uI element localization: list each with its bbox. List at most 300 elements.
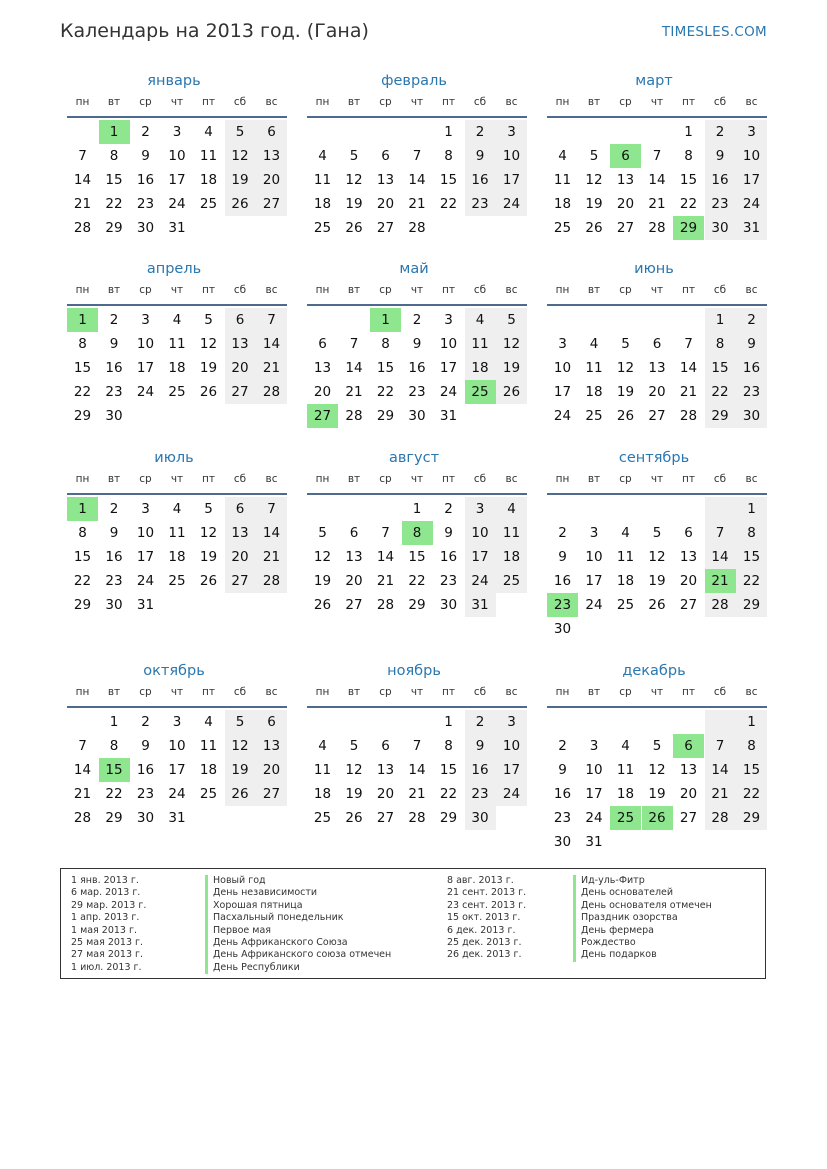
day-cell: 16	[136, 172, 155, 188]
day-cell: 26	[648, 597, 666, 613]
day-cell: 14	[73, 172, 92, 188]
day-cell: 22	[439, 196, 458, 212]
day-cell: 31	[136, 597, 155, 613]
day-cell: 6	[349, 525, 359, 541]
day-cell: 7	[684, 336, 693, 352]
week-row	[547, 545, 767, 569]
weekday-label: сб	[473, 473, 487, 485]
empty-day	[610, 120, 641, 144]
day-cell: 20	[679, 573, 698, 589]
day-cell: 30	[105, 408, 123, 424]
day-cell: 30	[408, 408, 426, 424]
empty-day	[307, 308, 338, 332]
weekday-label: ср	[619, 686, 632, 698]
day-cell: 11	[553, 172, 572, 188]
day-cell: 17	[585, 786, 603, 802]
week-row	[67, 192, 287, 216]
month-days	[67, 118, 287, 240]
weekday-label: ср	[619, 96, 632, 108]
day-cell: 18	[616, 786, 635, 802]
day-cell: 17	[553, 384, 572, 400]
day-cell: 2	[141, 714, 150, 730]
day-cell: 18	[313, 196, 332, 212]
day-cell: 13	[679, 549, 698, 565]
day-cell: 30	[136, 220, 155, 236]
day-cell: 20	[616, 196, 635, 212]
day-cell: 19	[225, 168, 256, 192]
day-cell: 15	[736, 758, 767, 782]
weekday-label: ср	[139, 284, 152, 296]
day-cell: 6	[256, 120, 287, 144]
week-row	[307, 308, 527, 332]
day-cell: 6	[225, 308, 256, 332]
day-cell: 3	[736, 120, 767, 144]
day-cell: 14	[408, 762, 426, 778]
empty-day	[736, 617, 767, 641]
day-cell: 25	[585, 408, 603, 424]
empty-day	[642, 830, 673, 854]
month-12	[540, 660, 768, 854]
day-cell: 24	[168, 196, 186, 212]
weekday-label: вт	[587, 96, 601, 108]
day-cell: 28	[376, 597, 395, 613]
empty-day	[642, 617, 673, 641]
day-cell: 1	[736, 710, 767, 734]
weekday-label: пн	[555, 96, 570, 108]
empty-day	[547, 120, 578, 144]
month-days	[547, 118, 767, 240]
day-cell: 22	[679, 196, 698, 212]
week-row	[307, 404, 527, 428]
week-row	[307, 521, 527, 545]
month-5	[300, 258, 528, 428]
day-cell: 8	[736, 521, 767, 545]
weekday-label: вс	[745, 284, 758, 296]
weekday-label: вт	[347, 96, 361, 108]
day-cell: 17	[136, 360, 155, 376]
weekday-header	[67, 469, 287, 495]
day-cell: 11	[199, 148, 218, 164]
empty-day	[402, 710, 433, 734]
weekday-label: ср	[379, 96, 392, 108]
day-cell: 25	[199, 196, 218, 212]
week-row	[547, 380, 767, 404]
day-cell: 1	[736, 497, 767, 521]
day-cell: 5	[225, 710, 256, 734]
day-cell: 18	[553, 196, 572, 212]
day-cell: 16	[553, 573, 572, 589]
day-cell: 1	[444, 714, 453, 730]
day-cell: 3	[465, 497, 496, 521]
weekday-label: сб	[473, 96, 487, 108]
weekday-label: пт	[442, 473, 455, 485]
day-cell: 31	[465, 593, 496, 617]
weekday-label: пт	[202, 284, 215, 296]
legend-date: 6 дек. 2013 г.	[447, 924, 516, 936]
day-cell: 21	[376, 573, 395, 589]
day-cell: 29	[73, 597, 92, 613]
day-cell: 29	[105, 810, 123, 826]
day-cell: 8	[684, 148, 693, 164]
legend-holiday-name: День независимости	[205, 887, 391, 899]
empty-day	[193, 593, 224, 617]
day-cell: 28	[256, 569, 287, 593]
day-cell: 11	[199, 738, 218, 754]
legend-holiday-name: День подарков	[573, 949, 712, 961]
day-cell: 14	[73, 762, 92, 778]
day-cell: 13	[679, 762, 698, 778]
month-name: декабрь	[622, 663, 686, 679]
day-cell: 13	[616, 172, 635, 188]
day-cell: 15	[376, 360, 395, 376]
month-8	[300, 447, 528, 641]
day-cell: 16	[408, 360, 426, 376]
day-cell: 23	[439, 573, 458, 589]
day-cell: 7	[412, 738, 422, 754]
site-link[interactable]: TIMESLES.COM	[661, 24, 767, 40]
weekday-label: пн	[315, 96, 330, 108]
day-cell: 23	[705, 192, 736, 216]
day-cell: 26	[313, 597, 332, 613]
legend-names-right	[573, 875, 712, 962]
day-cell: 26	[585, 220, 603, 236]
weekday-label: вт	[587, 473, 601, 485]
day-cell: 22	[705, 380, 736, 404]
legend-holiday-name: Ид-уль-Фитр	[573, 875, 712, 887]
week-row	[67, 593, 287, 617]
day-cell: 25	[168, 384, 186, 400]
day-cell: 12	[313, 549, 332, 565]
week-row	[547, 168, 767, 192]
legend-holiday-name: Пасхальный понедельник	[205, 912, 391, 924]
day-cell: 3	[444, 312, 453, 328]
weekday-label: сб	[233, 473, 247, 485]
day-cell: 22	[105, 196, 123, 212]
day-cell: 4	[589, 336, 599, 352]
day-cell: 4	[204, 714, 213, 730]
empty-day	[256, 404, 287, 428]
week-row	[67, 356, 287, 380]
day-cell: 25	[616, 597, 635, 613]
day-cell: 1	[705, 308, 736, 332]
weekday-label: ср	[379, 473, 392, 485]
week-row	[67, 545, 287, 569]
day-cell: 1	[444, 124, 453, 140]
weekday-label: вс	[505, 96, 518, 108]
day-cell: 23	[105, 384, 123, 400]
week-row	[547, 144, 767, 168]
day-cell: 3	[172, 714, 182, 730]
empty-day	[496, 404, 527, 428]
day-cell: 15	[73, 360, 92, 376]
week-row	[547, 569, 767, 593]
week-row	[547, 521, 767, 545]
day-cell: 20	[225, 356, 256, 380]
day-cell: 18	[168, 360, 186, 376]
day-cell: 9	[465, 734, 496, 758]
week-row	[547, 497, 767, 521]
day-cell: 8	[736, 734, 767, 758]
day-cell: 10	[168, 738, 186, 754]
weekday-label: чт	[410, 686, 424, 698]
empty-day	[705, 617, 736, 641]
day-cell: 9	[444, 525, 453, 541]
day-cell: 4	[204, 124, 213, 140]
day-cell: 21	[705, 569, 736, 593]
day-cell: 20	[256, 168, 287, 192]
legend-date: 1 мая 2013 г.	[71, 924, 137, 936]
day-cell: 12	[496, 332, 527, 356]
week-row	[307, 192, 527, 216]
empty-day	[705, 710, 736, 734]
day-cell: 5	[349, 738, 359, 754]
day-cell: 27	[679, 810, 698, 826]
day-cell: 4	[172, 501, 182, 517]
day-cell: 10	[465, 521, 496, 545]
day-cell: 28	[73, 810, 92, 826]
day-cell: 28	[256, 380, 287, 404]
day-cell: 8	[78, 336, 87, 352]
weekday-label: вс	[745, 96, 758, 108]
day-cell: 17	[465, 545, 496, 569]
day-cell: 16	[105, 549, 123, 565]
empty-day	[673, 830, 704, 854]
empty-day	[433, 216, 464, 240]
day-cell: 19	[585, 196, 603, 212]
legend-holiday-name: День Республики	[205, 962, 391, 974]
day-cell: 17	[136, 549, 155, 565]
day-cell: 15	[408, 549, 426, 565]
day-cell: 20	[648, 384, 666, 400]
day-cell: 20	[679, 786, 698, 802]
day-cell: 3	[496, 120, 527, 144]
day-cell: 2	[736, 308, 767, 332]
legend-holiday-name: Новый год	[205, 875, 391, 887]
day-cell: 16	[465, 758, 496, 782]
week-row	[67, 332, 287, 356]
day-cell: 14	[345, 360, 363, 376]
weekday-label: ср	[139, 473, 152, 485]
day-cell: 3	[589, 525, 599, 541]
day-cell: 4	[465, 308, 496, 332]
month-days	[547, 306, 767, 428]
day-cell: 10	[136, 336, 155, 352]
day-cell: 28	[408, 220, 426, 236]
day-cell: 21	[648, 196, 666, 212]
weekday-label: сб	[473, 284, 487, 296]
week-row	[547, 593, 767, 617]
day-cell: 12	[616, 360, 635, 376]
day-cell: 25	[199, 786, 218, 802]
week-row	[307, 782, 527, 806]
day-cell: 30	[439, 597, 458, 613]
day-cell: 22	[105, 786, 123, 802]
day-cell: 8	[444, 738, 453, 754]
day-cell: 12	[225, 144, 256, 168]
week-row	[67, 308, 287, 332]
day-cell: 16	[705, 168, 736, 192]
week-row	[307, 710, 527, 734]
week-row	[547, 192, 767, 216]
weekday-label: чт	[170, 284, 184, 296]
day-cell: 10	[585, 762, 603, 778]
weekday-label: пн	[75, 96, 90, 108]
day-cell: 13	[225, 521, 256, 545]
day-cell: 29	[73, 408, 92, 424]
day-cell: 12	[648, 549, 666, 565]
day-cell: 20	[345, 573, 363, 589]
weekday-label: вт	[107, 686, 121, 698]
day-cell: 25	[496, 569, 527, 593]
day-cell: 6	[610, 144, 641, 168]
empty-day	[642, 308, 673, 332]
month-name: июль	[154, 450, 194, 466]
day-cell: 22	[73, 384, 92, 400]
day-cell: 13	[376, 762, 395, 778]
day-cell: 9	[558, 549, 567, 565]
day-cell: 8	[381, 336, 390, 352]
weekday-label: ср	[619, 284, 632, 296]
day-cell: 24	[585, 810, 603, 826]
day-cell: 15	[105, 172, 123, 188]
day-cell: 18	[199, 762, 218, 778]
empty-day	[339, 710, 370, 734]
week-row	[67, 216, 287, 240]
day-cell: 2	[705, 120, 736, 144]
day-cell: 21	[345, 384, 363, 400]
day-cell: 19	[199, 360, 218, 376]
day-cell: 7	[78, 738, 87, 754]
weekday-label: вт	[107, 96, 121, 108]
week-row	[547, 830, 767, 854]
day-cell: 24	[496, 782, 527, 806]
day-cell: 17	[168, 762, 186, 778]
legend-holiday-name: Хорошая пятница	[205, 900, 391, 912]
month-name: сентябрь	[618, 450, 690, 466]
week-row	[67, 497, 287, 521]
day-cell: 3	[496, 710, 527, 734]
day-cell: 26	[496, 380, 527, 404]
day-cell: 26	[225, 192, 256, 216]
weekday-label: вт	[347, 473, 361, 485]
day-cell: 23	[553, 810, 572, 826]
weekday-label: пн	[555, 284, 570, 296]
day-cell: 17	[736, 168, 767, 192]
legend-date: 25 дек. 2013 г.	[447, 936, 522, 948]
empty-day	[130, 404, 161, 428]
day-cell: 27	[225, 569, 256, 593]
day-cell: 13	[256, 144, 287, 168]
day-cell: 19	[313, 573, 332, 589]
day-cell: 12	[199, 525, 218, 541]
day-cell: 1	[370, 308, 401, 332]
month-1	[60, 70, 288, 240]
legend-date: 26 дек. 2013 г.	[447, 949, 522, 961]
month-name: апрель	[146, 261, 202, 277]
day-cell: 7	[256, 308, 287, 332]
day-cell: 16	[736, 356, 767, 380]
week-row	[67, 168, 287, 192]
empty-day	[547, 308, 578, 332]
day-cell: 27	[307, 404, 338, 428]
day-cell: 12	[345, 762, 363, 778]
day-cell: 5	[589, 148, 599, 164]
day-cell: 4	[318, 738, 327, 754]
weekday-label: пн	[75, 686, 90, 698]
legend-date: 21 сент. 2013 г.	[447, 887, 527, 899]
day-cell: 6	[381, 148, 390, 164]
month-2	[300, 70, 528, 240]
day-cell: 7	[381, 525, 390, 541]
day-cell: 17	[168, 172, 186, 188]
legend-date: 15 окт. 2013 г.	[447, 912, 521, 924]
day-cell: 16	[439, 549, 458, 565]
day-cell: 7	[78, 148, 87, 164]
day-cell: 15	[439, 762, 458, 778]
empty-day	[642, 710, 673, 734]
day-cell: 24	[553, 408, 572, 424]
day-cell: 21	[73, 196, 92, 212]
day-cell: 4	[172, 312, 182, 328]
day-cell: 11	[168, 525, 186, 541]
week-row	[547, 710, 767, 734]
weekday-label: сб	[233, 96, 247, 108]
empty-day	[193, 806, 224, 830]
weekday-label: сб	[473, 686, 487, 698]
month-days	[67, 495, 287, 617]
week-row	[67, 120, 287, 144]
day-cell: 23	[408, 384, 426, 400]
empty-day	[673, 710, 704, 734]
day-cell: 24	[496, 192, 527, 216]
day-cell: 15	[736, 545, 767, 569]
day-cell: 2	[141, 124, 150, 140]
week-row	[307, 593, 527, 617]
month-name: август	[388, 450, 440, 466]
week-row	[307, 758, 527, 782]
day-cell: 7	[349, 336, 359, 352]
day-cell: 23	[136, 786, 155, 802]
weekday-label: сб	[233, 686, 247, 698]
day-cell: 14	[376, 549, 395, 565]
day-cell: 6	[381, 738, 390, 754]
empty-day	[579, 497, 610, 521]
legend-date: 6 мар. 2013 г.	[71, 887, 141, 899]
weekday-label: пн	[315, 284, 330, 296]
day-cell: 25	[553, 220, 572, 236]
empty-day	[225, 404, 256, 428]
day-cell: 24	[136, 573, 155, 589]
legend-holiday-name: День основателей	[573, 887, 712, 899]
weekday-header	[67, 92, 287, 118]
weekday-label: вс	[505, 473, 518, 485]
day-cell: 3	[172, 124, 182, 140]
legend-date: 23 сент. 2013 г.	[447, 899, 527, 911]
day-cell: 14	[648, 172, 666, 188]
day-cell: 13	[256, 734, 287, 758]
weekday-label: вт	[587, 284, 601, 296]
day-cell: 26	[616, 408, 635, 424]
day-cell: 2	[465, 120, 496, 144]
weekday-label: сб	[233, 284, 247, 296]
day-cell: 2	[412, 312, 422, 328]
week-row	[547, 332, 767, 356]
day-cell: 14	[256, 332, 287, 356]
day-cell: 4	[558, 148, 567, 164]
day-cell: 29	[736, 806, 767, 830]
weekday-label: чт	[650, 686, 664, 698]
day-cell: 16	[105, 360, 123, 376]
